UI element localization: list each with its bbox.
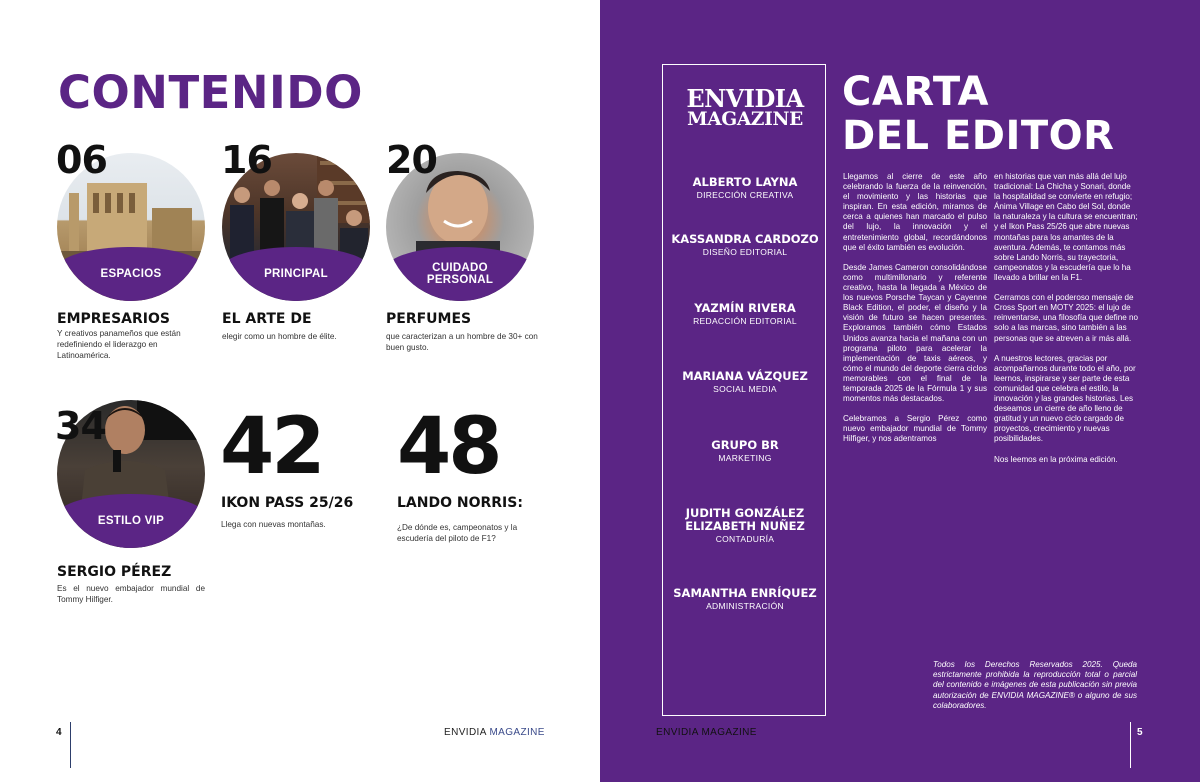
item-heading: IKON PASS 25/26: [221, 495, 354, 511]
staff-role: CONTADURÍA: [715, 534, 775, 544]
staff-role: DISEÑO EDITORIAL: [702, 247, 788, 257]
category-label: ESTILO VIP: [97, 515, 165, 527]
category-band: [57, 494, 205, 548]
page-number-left: 4: [56, 727, 62, 738]
page-number-34: 34: [55, 404, 106, 448]
footer-divider: [70, 722, 71, 768]
staff-role: DIRECCIÓN CREATIVA: [696, 190, 794, 200]
staff-entry: [663, 370, 827, 394]
letter-paragraph: en historias que van más allá del lujo tradicional: La Chicha y Sonari, donde la hospitalidad se convierte en refugio; Ánima Village en Cabo del Sol, donde la naturaleza y la cultura se encuentran; y el Ikon Pass 25/26 que abre nuevas montañas para los amantes de la aventura. Además, te contamos más sobre Lando Norris, su trayectoria, campeonatos y la escudería que lo ha llevado a brillar en la F1.: [994, 172, 1138, 282]
staff-role: MARKETING: [718, 453, 772, 463]
category-band: [222, 247, 370, 301]
category-band: [57, 247, 205, 301]
staff-box: [662, 64, 826, 716]
staff-role: REDACCIÓN EDITORIAL: [693, 316, 797, 326]
copyright-notice: Todos los Derechos Reservados 2025. Queda estrictamente prohibida la reproducción total o parcial del contenido e imágenes de esta publicación sin previa autorización de ENVIDIA MAGAZINE® o alguno de sus colaboradores.: [933, 660, 1137, 710]
item-description: ¿De dónde es, campeonatos y la escudería del piloto de F1?: [397, 523, 518, 543]
letter-paragraph: A nuestros lectores, gracias por acompañarnos durante todo el año, por leernos, inspirarse y ser parte de esta comunidad que celebra el estilo, la innovación y las grandes historias. Les deseamos un cierre de año lleno de gratitud y un nuevo ciclo cargado de proyectos, crecimiento y nuevas posibilidades.: [994, 353, 1136, 444]
page-number-16: 16: [221, 138, 272, 182]
staff-name: MARIANA VÁZQUEZ: [682, 369, 808, 383]
category-label-line1: CUIDADO: [432, 262, 488, 274]
staff-role: ADMINISTRACIÓN: [706, 601, 784, 611]
staff-entry: [663, 233, 827, 257]
item-heading: EMPRESARIOS: [57, 311, 170, 327]
item-description: Y creativos panameños que están redefiniendo el liderazgo en Latinoamérica.: [57, 329, 181, 360]
item-description: elegir como un hombre de élite.: [222, 332, 337, 341]
letter-paragraph: Llegamos al cierre de este año celebrando la fuerza de la reinvención, el movimiento y las historias que inspiran. En esta edición, miramos de cerca a quienes han marcado el pulso del lujo, la innovación y el entretenimiento global, recordándonos que el éxito también es evolución.: [843, 172, 987, 252]
item-heading: PERFUMES: [386, 311, 472, 327]
item-description: que caracterizan a un hombre de 30+ con buen gusto.: [386, 332, 538, 352]
envidia-logo: ENVIDIA MAGAZINE: [686, 84, 804, 130]
staff-name-line2: ELIZABETH NUÑEZ: [685, 519, 805, 533]
category-band: [386, 247, 534, 301]
page-number-right: 5: [1137, 727, 1143, 738]
item-heading: LANDO NORRIS:: [397, 495, 523, 511]
footer-brand-left: ENVIDIA MAGAZINE: [444, 727, 545, 738]
letter-column-1: [843, 172, 987, 455]
footer-brand-right: ENVIDIA MAGAZINE: [656, 727, 757, 738]
category-label-line2: PERSONAL: [426, 274, 494, 286]
staff-name: ALBERTO LAYNA: [692, 175, 798, 189]
category-label: ESPACIOS: [100, 268, 162, 280]
staff-name-line1: JUDITH GONZÁLEZ: [685, 506, 805, 520]
editor-letter-title: CARTA DEL EDITOR: [842, 69, 1115, 159]
letter-column-2: [994, 172, 1138, 475]
contents-title: CONTENIDO: [58, 66, 363, 119]
staff-name: GRUPO BR: [711, 438, 779, 452]
item-heading: EL ARTE DE: [222, 311, 312, 327]
staff-entry: [663, 439, 827, 463]
item-description: Es el nuevo embajador mundial de Tommy Hilfiger.: [57, 584, 205, 604]
category-label: PRINCIPAL: [264, 268, 328, 280]
staff-entry: [663, 176, 827, 200]
page-number-20: 20: [386, 138, 437, 182]
editor-page: [600, 0, 1200, 782]
footer-divider: [1130, 722, 1131, 768]
item-heading: SERGIO PÉREZ: [57, 564, 172, 580]
page-number-42: 42: [220, 402, 323, 492]
staff-entry: [663, 302, 827, 326]
letter-paragraph: Cerramos con el poderoso mensaje de Cross Sport en MOTY 2025: el lujo de reinventarse, una filosofía que define no solo a las marcas, sino también a las personas que se atreven a ir más allá.: [994, 293, 1138, 343]
staff-name: YAZMÍN RIVERA: [694, 301, 796, 315]
staff-entry: [663, 507, 827, 544]
letter-paragraph: Desde James Cameron consolidándose como multimillonario y referente creativo, hasta la llegada a México de los nuevos Porsche Taycan y Cayenne Black Edition, el poder, el diseño y la visión de futuro se hacen presentes. Exploramos también cómo Estados Unidos avanza hacia el mañana con un programa piloto para acelerar la implementación de taxis aéreos, y cómo el mundo del deporte cierra ciclos memorables con el final de la temporada 2025 de la Fórmula 1 y sus momentos más destacados.: [843, 262, 987, 404]
staff-name: SAMANTHA ENRÍQUEZ: [673, 586, 817, 600]
page-number-06: 06: [56, 138, 107, 182]
letter-paragraph: Celebramos a Sergio Pérez como nuevo embajador mundial de Tommy Hilfiger, y nos adentramos: [843, 414, 987, 444]
staff-role: SOCIAL MEDIA: [713, 384, 777, 394]
letter-paragraph: Nos leemos en la próxima edición.: [994, 454, 1118, 464]
page-number-48: 48: [397, 402, 500, 492]
item-description: Llega con nuevas montañas.: [221, 520, 326, 529]
staff-entry: [663, 587, 827, 611]
staff-name: KASSANDRA CARDOZO: [671, 232, 819, 246]
